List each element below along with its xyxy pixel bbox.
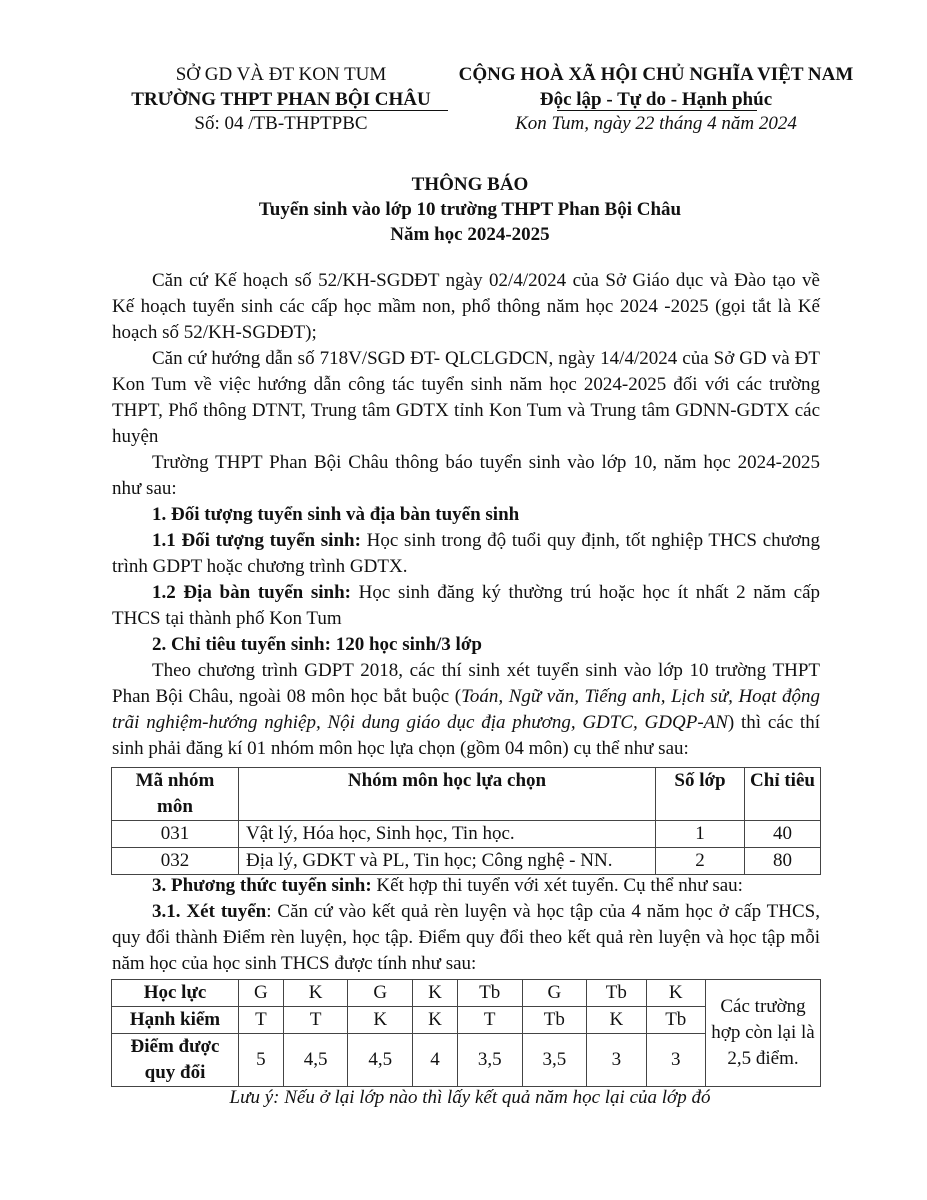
section-1-2-text: Học sinh đăng ký thường trú hoặc học ít nhất 2 năm cấp THCS tại thành phố Kon Tum <box>112 582 821 629</box>
section-3-1-text: : Căn cứ vào kết quả rèn luyện và học tập của 4 năm học ở cấp THCS, quy đổi thành Điểm rèn luyện, học tập. Điểm quy đổi theo kết quả rèn luyện và học tập mỗi năm học của học sinh THCS được tính như sau: <box>112 901 820 974</box>
row-label: Học lực <box>112 980 239 1007</box>
country-name: CỘNG HOÀ XÃ HỘI CHỦ NGHĨA VIỆT NAM <box>458 64 854 85</box>
cell: 3,5 <box>522 1034 587 1087</box>
table-header-row <box>112 768 821 821</box>
document-number: Số: 04 /TB-THPTPBC <box>194 113 368 134</box>
cell: Tb <box>646 1007 705 1034</box>
national-motto: Độc lập - Tự do - Hạnh phúc <box>539 89 773 110</box>
cell: T <box>457 1007 522 1034</box>
section-1-heading: 1. Đối tượng tuyển sinh và địa bàn tuyển sinh <box>152 504 520 525</box>
class-count: 1 <box>656 821 745 848</box>
paragraph-legal-basis-1: Căn cứ Kế hoạch số 52/KH-SGDĐT ngày 02/4/2024 của Sở Giáo dục và Đào tạo về Kế hoạch tuyển sinh các cấp học mầm non, phổ thông năm học 2024 -2025 (gọi tắt là Kế hoạch số 52/KH-SGDĐT); <box>112 270 820 343</box>
col-header-group-code: Mã nhóm môn <box>112 768 239 821</box>
group-code: 032 <box>112 848 239 875</box>
section-1-2-label: 1.2 Địa bàn tuyển sinh: <box>152 582 351 603</box>
cell: K <box>646 980 705 1007</box>
cell: 3 <box>587 1034 646 1087</box>
cell: T <box>283 1007 348 1034</box>
table-row <box>112 848 821 875</box>
class-count: 2 <box>656 848 745 875</box>
paragraph-announcement: Trường THPT Phan Bội Châu thông báo tuyển sinh vào lớp 10, năm học 2024-2025 như sau: <box>112 452 820 499</box>
cell: K <box>348 1007 413 1034</box>
place-date: Kon Tum, ngày 22 tháng 4 năm 2024 <box>515 113 797 134</box>
cell: Tb <box>457 980 522 1007</box>
cell: K <box>413 1007 458 1034</box>
group-subjects: Địa lý, GDKT và PL, Tin học; Công nghệ - NN. <box>239 848 656 875</box>
row-label: Điểm được quy đổi <box>112 1034 239 1087</box>
col-header-quota: Chỉ tiêu <box>745 768 821 821</box>
cell: T <box>239 1007 284 1034</box>
group-code: 031 <box>112 821 239 848</box>
school-year: Năm học 2024-2025 <box>390 224 550 245</box>
score-conversion-table <box>111 979 821 1087</box>
section-1-1-text: Học sinh trong độ tuổi quy định, tốt nghiệp THCS chương trình GDPT hoặc chương trình GDTX. <box>112 530 820 577</box>
section-1-2 <box>112 580 820 632</box>
paragraph-legal-basis-2: Căn cứ hướng dẫn số 718V/SGD ĐT- QLCLGDCN, ngày 14/4/2024 của Sở GD và ĐT Kon Tum về việc hướng dẫn công tác tuyển sinh năm học 2024-2025 đối với các trường THPT, Phổ thông DTNT, Trung tâm GDTX tỉnh Kon Tum và Trung tâm GDNN-GDTX các huyện <box>112 348 820 447</box>
section-3-1 <box>112 899 820 977</box>
document-title: THÔNG BÁO <box>411 174 529 195</box>
section-3-label: 3. Phương thức tuyển sinh: <box>152 875 372 896</box>
issuer-block <box>112 62 450 136</box>
section-3-text: Kết hợp thi tuyển với xét tuyển. Cụ thể như sau: <box>371 875 743 896</box>
section-2-text-start: Theo chương trình GDPT 2018, các thí sinh xét tuyển sinh vào lớp 10 trường THPT Phan Bội Châu, ngoài 08 môn học bắt buộc ( <box>112 660 820 707</box>
cell: G <box>348 980 413 1007</box>
section-2-text-end: ) thì các thí sinh phải đăng kí 01 nhóm môn học lựa chọn (gồm 04 môn) cụ thể như sau: <box>112 712 820 759</box>
section-3-heading <box>112 873 820 899</box>
document-body <box>112 268 820 762</box>
cell: K <box>283 980 348 1007</box>
section-2-heading: 2. Chỉ tiêu tuyển sinh: 120 học sinh/3 lớp <box>152 634 482 655</box>
national-header-block <box>436 62 876 136</box>
school-name: TRƯỜNG THPT PHAN BỘI CHÂU <box>131 89 431 110</box>
section-3 <box>112 873 820 977</box>
quota: 40 <box>745 821 821 848</box>
quota: 80 <box>745 848 821 875</box>
other-cases-cell: Các trường hợp còn lại là 2,5 điểm. <box>706 980 821 1087</box>
cell: 4,5 <box>283 1034 348 1087</box>
cell: Tb <box>587 980 646 1007</box>
row-hoc-luc <box>112 980 821 1007</box>
section-2-text <box>112 658 820 762</box>
cell: Tb <box>522 1007 587 1034</box>
subject-groups-table <box>111 767 821 875</box>
cell: K <box>587 1007 646 1034</box>
section-1-1 <box>112 528 820 580</box>
section-1-1-label: 1.1 Đối tượng tuyển sinh: <box>152 530 361 551</box>
document-subtitle: Tuyển sinh vào lớp 10 trường THPT Phan Bội Châu <box>258 199 682 220</box>
col-header-class-count: Số lớp <box>656 768 745 821</box>
cell: K <box>413 980 458 1007</box>
section-3-1-label: 3.1. Xét tuyển <box>152 901 267 922</box>
cell: 3,5 <box>457 1034 522 1087</box>
table-row <box>112 821 821 848</box>
cell: 5 <box>239 1034 284 1087</box>
group-subjects: Vật lý, Hóa học, Sinh học, Tin học. <box>239 821 656 848</box>
col-header-group-subjects: Nhóm môn học lựa chọn <box>239 768 656 821</box>
department-name: SỞ GD VÀ ĐT KON TUM <box>175 64 387 85</box>
mandatory-subjects: Toán, Ngữ văn, Tiếng anh, Lịch sử, Hoạt động trãi nghiệm-hướng nghiệp, Nội dung giáo dục địa phương, GDTC, GDQP-AN <box>112 686 820 733</box>
cell: 4 <box>413 1034 458 1087</box>
note: Lưu ý: Nếu ở lại lớp nào thì lấy kết quả năm học lại của lớp đó <box>229 1087 711 1108</box>
document-title-block <box>100 172 840 247</box>
cell: 3 <box>646 1034 705 1087</box>
row-label: Hạnh kiểm <box>112 1007 239 1034</box>
cell: 4,5 <box>348 1034 413 1087</box>
cell: G <box>522 980 587 1007</box>
cell: G <box>239 980 284 1007</box>
